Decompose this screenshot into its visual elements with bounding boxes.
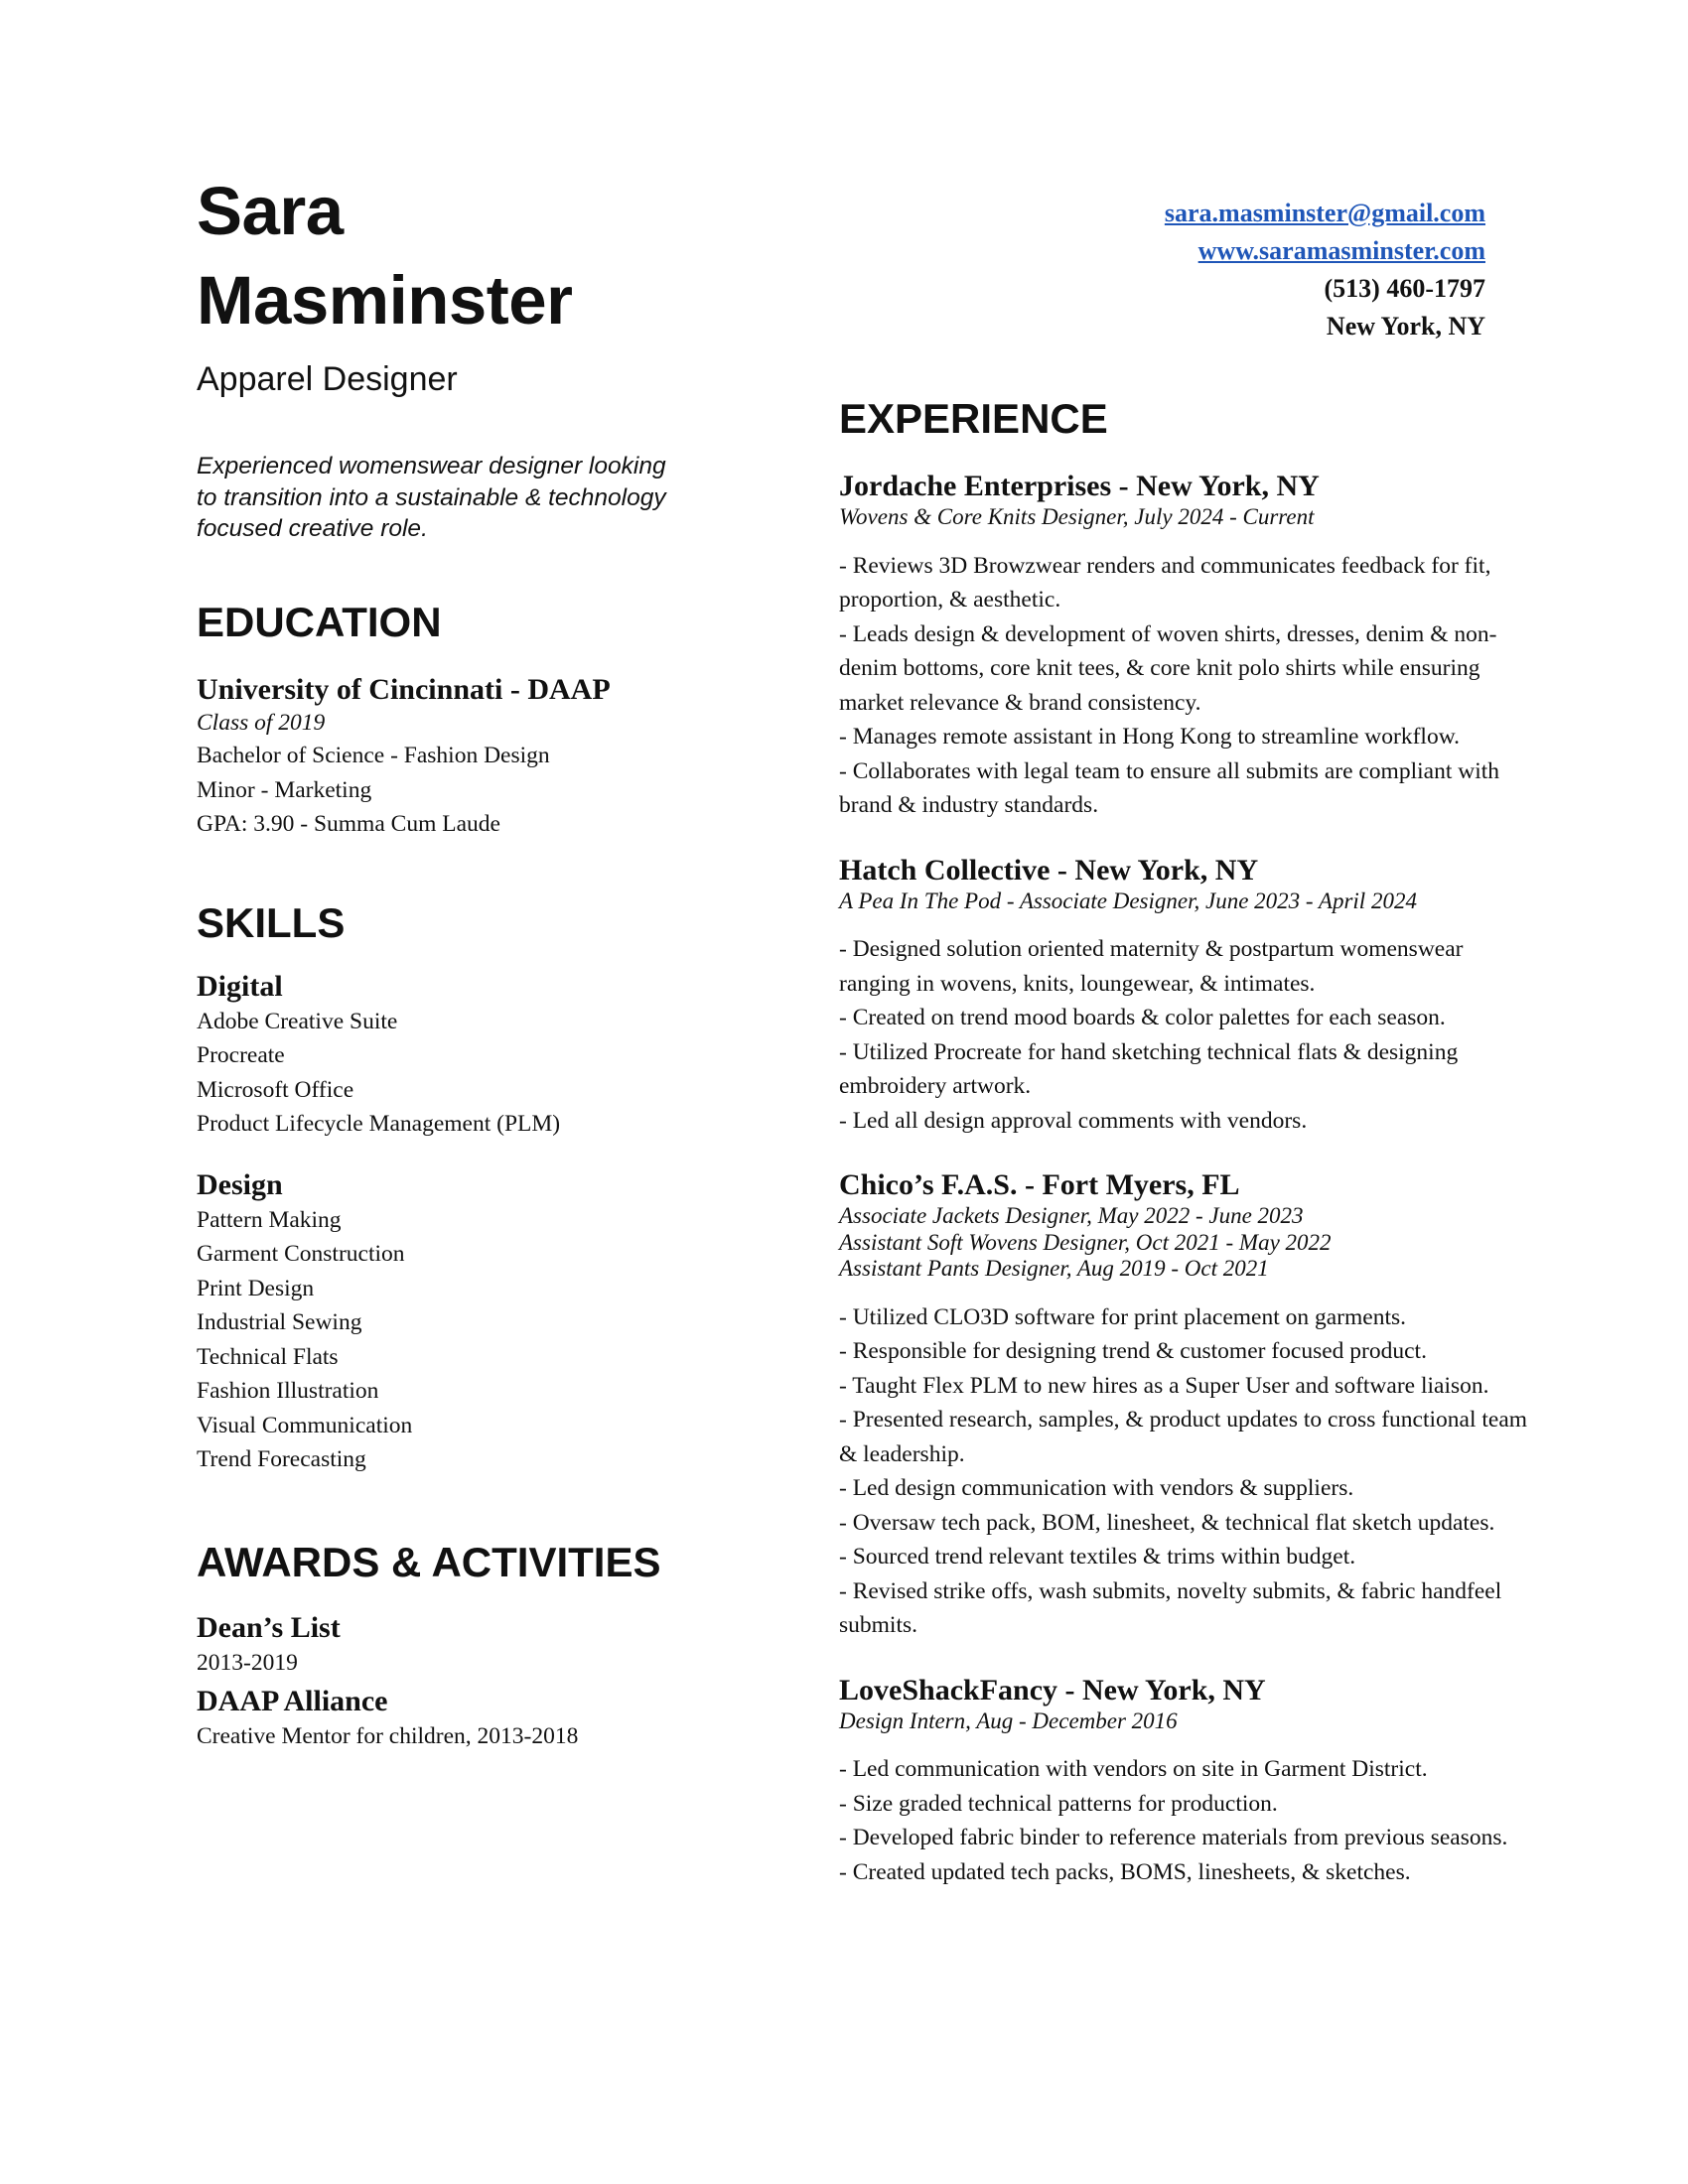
job-bullet: - Utilized CLO3D software for print placement on garments. [839,1303,1407,1330]
skill-item: Print Design [197,1275,315,1301]
education-line: GPA: 3.90 - Summa Cum Laude [197,811,500,837]
job-bullet: - Manages remote assistant in Hong Kong to streamline workflow. [839,724,1461,750]
job-bullet: - Oversaw tech pack, BOM, linesheet, & technical flat sketch updates. [839,1509,1495,1536]
job-bullet: - Leads design & development of woven shirts, dresses, denim & non-denim bottoms, core knit tees, & core knit polo shirts while ensuring market relevance & brand consistency. [839,620,1497,716]
skill-item: Procreate [197,1042,285,1068]
award-name: Dean’s List [197,1610,341,1644]
experience-section [839,395,1534,1889]
skills-group-digital: Digital [197,969,283,1003]
skill-item: Trend Forecasting [197,1446,366,1472]
name-first: Sara [197,173,344,249]
skill-item: Fashion Illustration [197,1378,379,1404]
job-role: A Pea In The Pod - Associate Designer, June 2023 - April 2024 [839,887,1417,913]
awards-section [197,1539,753,1754]
skill-item: Pattern Making [197,1206,342,1233]
education-line: Minor - Marketing [197,776,372,803]
education-section [197,599,753,842]
website-link[interactable]: www.saramasminster.com [1197,236,1485,265]
summary: Experienced womenswear designer looking to transition into a sustainable & technology focused creative role. [197,453,666,542]
name-last: Masminster [197,262,573,339]
skill-item: Industrial Sewing [197,1309,362,1335]
skills-section [197,899,753,1477]
skill-item: Visual Communication [197,1412,413,1438]
job-bullet: - Developed fabric binder to reference materials from previous seasons. [839,1825,1508,1850]
job-bullet: - Created on trend mood boards & color palettes for each season. [839,1005,1446,1030]
job-bullet: - Utilized Procreate for hand sketching technical flats & designing embroidery artwork. [839,1038,1459,1099]
award-detail: 2013-2019 [197,1649,298,1676]
award-detail: Creative Mentor for children, 2013-2018 [197,1723,579,1749]
phone-number: (513) 460-1797 [1324,274,1485,303]
left-column [197,167,753,1754]
job-bullet: - Created updated tech packs, BOMS, linesheets, & sketches. [839,1858,1411,1885]
job-bullet: - Presented research, samples, & product updates to cross functional team & leadership. [839,1407,1528,1467]
job-role: Assistant Pants Designer, Aug 2019 - Oct 2021 [839,1256,1269,1281]
job-role: Assistant Soft Wovens Designer, Oct 2021 - May 2022 [839,1229,1332,1255]
section-title-awards: AWARDS & ACTIVITIES [197,1538,661,1585]
job-bullet: - Responsible for designing trend & customer focused product. [839,1338,1427,1364]
skill-item: Garment Construction [197,1241,405,1267]
job-company: Chico’s F.A.S. - Fort Myers, FL [839,1168,1240,1201]
job-entry [839,853,1534,1139]
job-company: Jordache Enterprises - New York, NY [839,470,1320,502]
skill-item: Microsoft Office [197,1076,354,1103]
job-role-title: Apparel Designer [197,360,458,398]
job-bullet: - Led all design approval comments with vendors. [839,1107,1308,1134]
section-title-skills: SKILLS [197,898,346,946]
education-class-of: Class of 2019 [197,709,326,736]
job-bullet: - Taught Flex PLM to new hires as a Super User and software liaison. [839,1372,1489,1399]
job-company: Hatch Collective - New York, NY [839,853,1259,887]
award-name: DAAP Alliance [197,1685,388,1717]
job-bullet: - Designed solution oriented maternity & postpartum womenswear ranging in wovens, knits, loungewear, & intimates. [839,936,1464,997]
job-bullet: - Sourced trend relevant textiles & trims within budget. [839,1544,1356,1570]
job-bullet: - Led design communication with vendors & suppliers. [839,1475,1354,1501]
skill-item: Adobe Creative Suite [197,1008,398,1034]
contact-block [1165,195,1485,345]
job-bullet: - Revised strike offs, wash submits, novelty submits, & fabric handfeel submits. [839,1577,1502,1638]
job-role: Design Intern, Aug - December 2016 [839,1707,1178,1733]
job-bullet: - Reviews 3D Browzwear renders and communicates feedback for fit, proportion, & aesthetic. [839,552,1491,613]
job-role: Wovens & Core Knits Designer, July 2024 - Current [839,504,1315,529]
skill-item: Technical Flats [197,1343,339,1370]
job-entry [839,1673,1534,1890]
education-school: University of Cincinnati - DAAP [197,672,611,706]
section-title-experience: EXPERIENCE [839,395,1108,442]
section-title-education: EDUCATION [197,598,442,645]
email-link[interactable]: sara.masminster@gmail.com [1164,199,1485,227]
job-entry [839,1167,1534,1643]
skill-item: Product Lifecycle Management (PLM) [197,1111,561,1137]
job-bullet: - Size graded technical patterns for production. [839,1790,1278,1817]
job-bullet: - Collaborates with legal team to ensure all submits are compliant with brand & industry standards. [839,757,1500,818]
job-entry [839,469,1534,823]
job-company: LoveShackFancy - New York, NY [839,1673,1266,1706]
education-line: Bachelor of Science - Fashion Design [197,743,550,768]
job-bullet: - Led communication with vendors on site in Garment District. [839,1756,1428,1782]
location: New York, NY [1326,312,1485,341]
job-role: Associate Jackets Designer, May 2022 - June 2023 [839,1203,1304,1228]
skills-group-design: Design [197,1167,283,1201]
